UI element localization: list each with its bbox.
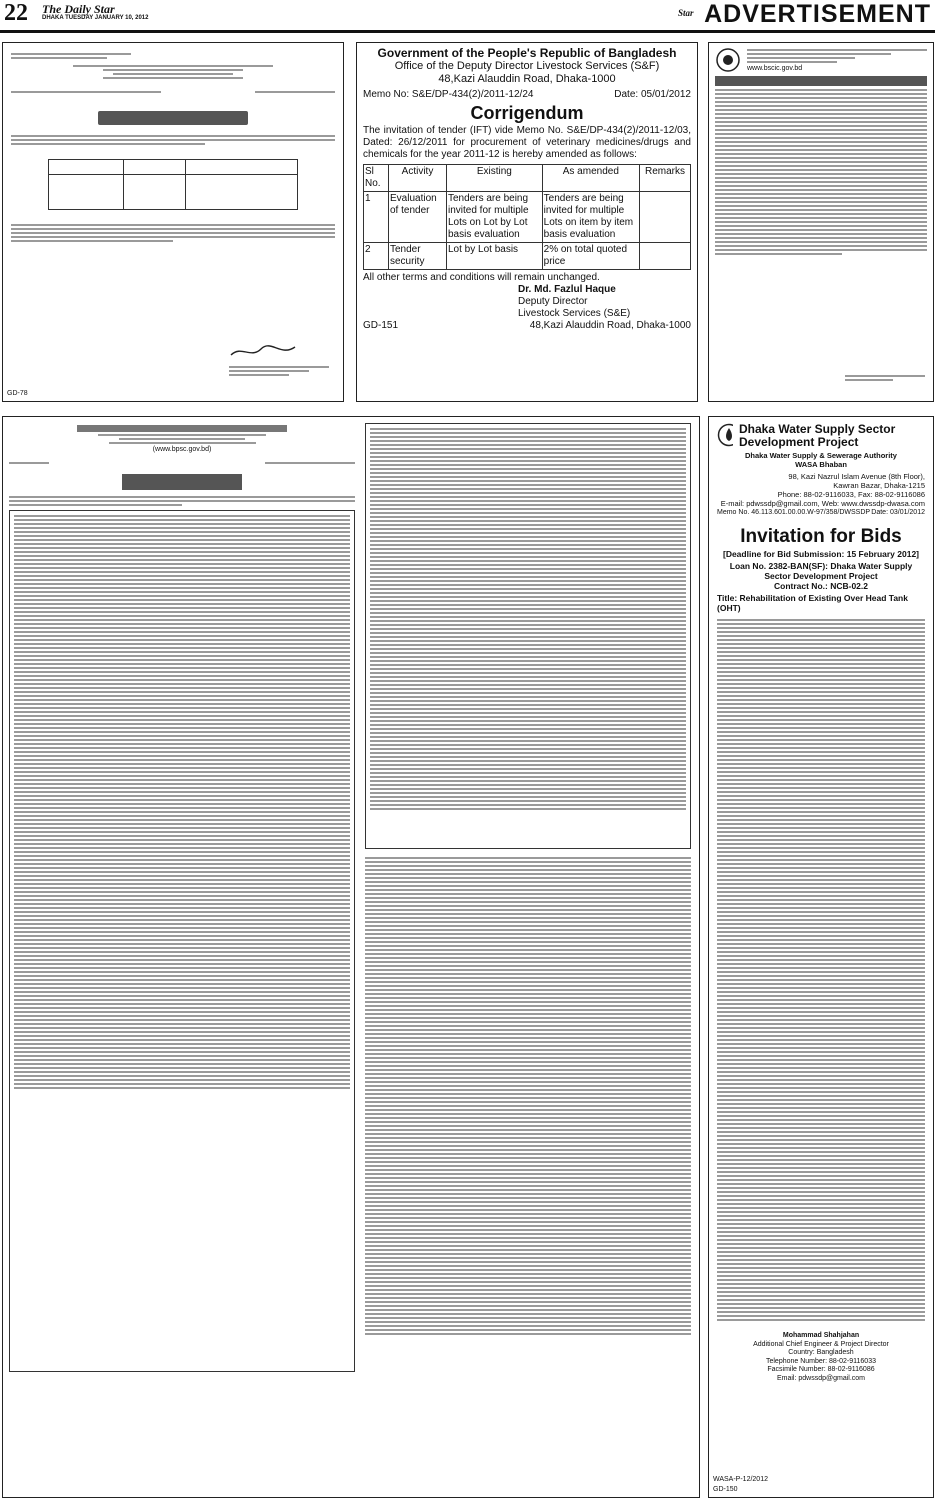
- ad-livestock-corrigendum: [356, 42, 698, 402]
- memo-line: [717, 508, 925, 517]
- footer-note: All other terms and conditions will remain unchanged.: [363, 272, 600, 283]
- ad-heading: [717, 423, 925, 449]
- signer-name: Dr. Md. Fazlul Haque: [518, 284, 616, 295]
- section-mark: Star: [678, 8, 694, 18]
- ad-code: GD-150: [713, 1486, 738, 1493]
- memo-number: Memo No: S&E/DP-434(2)/2011-12/24: [363, 89, 534, 100]
- notice-title: Corrigendum: [470, 103, 584, 123]
- table-row: [364, 243, 691, 270]
- signature-block: [845, 373, 925, 383]
- table-cell: Lot by Lot basis: [447, 243, 543, 270]
- ad-code: GD-78: [7, 390, 28, 397]
- column-header: Remarks: [640, 165, 691, 192]
- table-cell: 2: [364, 243, 389, 270]
- signer-fax: Facsimile Number: 88-02-9116086: [767, 1366, 875, 1373]
- memo-line: [363, 88, 691, 101]
- signer-address: 48,Kazi Alauddin Road, Dhaka-1000: [529, 320, 691, 331]
- table-cell: Tenders are being invited for multiple Lots on item by item basis evaluation: [542, 192, 639, 243]
- table-cell: [640, 243, 691, 270]
- ad-bscic: [708, 42, 934, 402]
- ad-bpsc-recruitment: [2, 416, 700, 1498]
- instructions-text: [365, 855, 691, 1455]
- newspaper-name: The Daily Star: [42, 2, 115, 16]
- signer-name: Mohammad Shahjahan: [782, 1332, 860, 1339]
- table-cell: Tender security: [389, 243, 447, 270]
- page-header: [0, 0, 935, 33]
- office-address: 48,Kazi Alauddin Road, Dhaka-1000: [438, 73, 616, 85]
- column-header: Existing: [447, 165, 543, 192]
- signature-block: [717, 1332, 925, 1383]
- body-text: [715, 89, 927, 255]
- phone-fax: Phone: 88-02-9116033, Fax: 88-02-9116086: [777, 490, 925, 499]
- memo-date: Date: 05/01/2012: [614, 89, 691, 100]
- notice-title: [715, 76, 927, 86]
- column-header: Activity: [389, 165, 447, 192]
- text-block: [11, 53, 131, 59]
- bid-instructions: [717, 617, 925, 1332]
- ad-footer: [363, 320, 691, 332]
- table-cell: 2% on total quoted price: [542, 243, 639, 270]
- address-line: Kawran Bazar, Dhaka-1215: [833, 481, 925, 490]
- intro-paragraph: [11, 135, 335, 145]
- signature-block: [229, 343, 329, 378]
- ad-environment: [2, 42, 344, 402]
- works-title: Title: Rehabilitation of Existing Over Head Tank (OHT): [717, 593, 908, 613]
- loan-number: Loan No. 2382-BAN(SF): Dhaka Water Supply Sector Development Project: [729, 561, 913, 581]
- ad-code: GD-151: [363, 320, 399, 331]
- address-line: 98, Kazi Nazrul Islam Avenue (8th Floor),: [788, 472, 925, 481]
- bpsc-left-column: [9, 423, 355, 1372]
- signature-block: [518, 284, 691, 320]
- table-header-row: [364, 165, 691, 192]
- agency-heading: [73, 65, 273, 79]
- table-cell: Evaluation of tender: [389, 192, 447, 243]
- contract-number: Contract No.: NCB-02.2: [774, 581, 868, 591]
- column-header: As amended: [542, 165, 639, 192]
- table-row: [364, 192, 691, 243]
- project-title: Dhaka Water Supply Sector Development Project: [739, 422, 896, 449]
- schedule-table: [48, 159, 298, 210]
- posts-table: [9, 510, 355, 1372]
- website-text: (www.bpsc.gov.bd): [152, 446, 212, 453]
- table-cell: 1: [364, 192, 389, 243]
- table-cell: Tenders are being invited for multiple Lots on Lot by Lot basis evaluation: [447, 192, 543, 243]
- intro-paragraph: [9, 496, 355, 506]
- body-paragraph: [11, 224, 335, 242]
- dateline: DHAKA TUESDAY JANUARY 10, 2012: [42, 15, 149, 21]
- memo-date: Date: 03/01/2012: [871, 509, 925, 516]
- bpsc-right-column: [365, 423, 691, 1455]
- website-text: www.bscic.gov.bd: [747, 65, 803, 72]
- section-title: ADVERTISEMENT: [704, 0, 931, 28]
- email-web: E-mail: pdwssdp@gmail.com, Web: www.dwssdp-dwasa.com: [720, 499, 925, 508]
- bscic-logo-icon: [715, 47, 741, 73]
- memo-number: Memo No. 46.113.601.00.00.W-97/358/DWSSDP: [717, 509, 871, 516]
- amendment-table: [363, 164, 691, 270]
- ad-dwssdp-invitation: [708, 416, 934, 1498]
- agency-name: [747, 47, 927, 73]
- page-number: 22: [4, 0, 28, 26]
- agency-heading: [77, 425, 287, 454]
- signer-email: Email: pdwssdp@gmail.com: [776, 1374, 866, 1382]
- memo-line: [11, 89, 335, 95]
- posts-table-continued: [365, 423, 691, 849]
- gov-title: Government of the People's Republic of Bangladesh: [377, 46, 677, 60]
- bid-deadline: [Deadline for Bid Submission: 15 February 2012]: [722, 549, 920, 559]
- wasa-logo-icon: [717, 423, 733, 447]
- signer-telephone: Telephone Number: 88-02-9116033: [765, 1357, 876, 1365]
- table-cell: [640, 192, 691, 243]
- authority-name: Dhaka Water Supply & Sewerage Authority: [745, 451, 897, 460]
- notice-title: [98, 111, 248, 125]
- notice-title: [122, 474, 242, 490]
- notice-title: Invitation for Bids: [740, 526, 902, 547]
- ad-heading: [715, 47, 927, 73]
- signer-title: Deputy Director: [518, 296, 588, 307]
- ad-code: WASA-P-12/2012: [713, 1476, 768, 1483]
- office-name: Office of the Deputy Director Livestock Services (S&F): [394, 60, 660, 72]
- body-paragraph: The invitation of tender (IFT) vide Memo No. S&E/DP-434(2)/2011-12/03, Dated: 26/12/2011 for procurement of veterinary medicines/drugs and chemicals for the year 2011-12 is hereby amended as follows:: [363, 125, 691, 160]
- column-header: Sl No.: [364, 165, 389, 192]
- memo-line: [9, 460, 355, 466]
- signature-icon: [229, 343, 299, 359]
- signer-title: Additional Chief Engineer & Project Director: [753, 1340, 889, 1348]
- signer-country: Country: Bangladesh: [788, 1349, 854, 1356]
- bhaban-name: WASA Bhaban: [795, 460, 847, 469]
- signer-title: Livestock Services (S&E): [518, 308, 631, 319]
